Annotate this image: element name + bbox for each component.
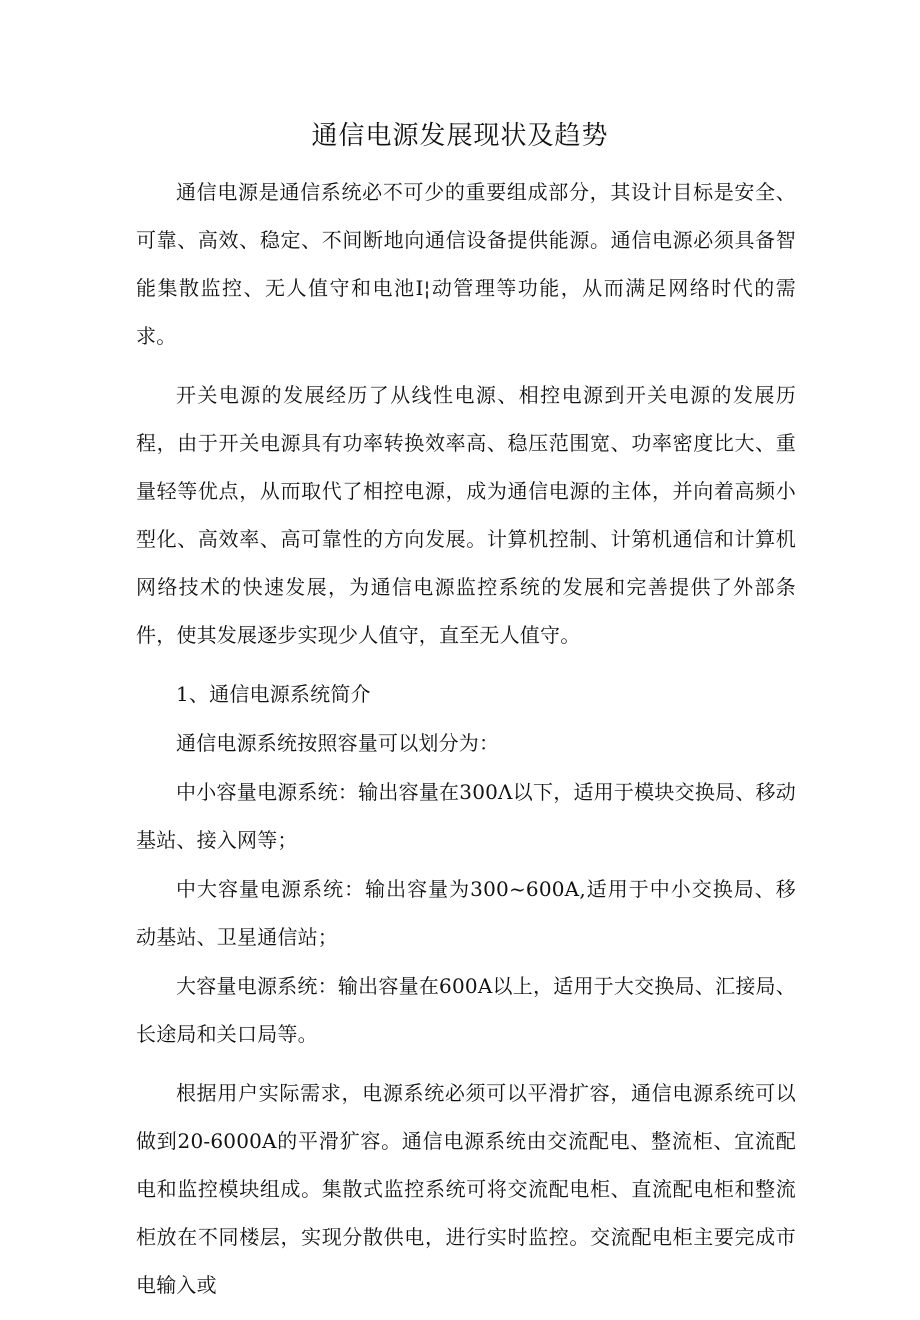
capacity-item-large: 大容量电源系统：输出容量在600A以上，适用于大交换局、汇接局、长途局和关口局等。 (136, 974, 796, 1046)
section-intro: 通信电源系统按照容量可以划分为： (176, 731, 500, 755)
capacity-item-medium: 中大容量电源系统：输出容量为300~600A,适用于中小交换局、移动基站、卫星通信站； (136, 877, 796, 949)
capacity-item-small: 中小容量电源系统：输出容量在300Λ以下，适用于模块交换局、移动基站、接入网等； (136, 780, 796, 852)
paragraph-development: 开关电源的发展经历了从线性电源、相控电源到开关电源的发展历程，由于开关电源具有功率转换效率高、稳压范围宽、功率密度比大、重量轻等优点，从而取代了相控电源，成为通信电源的主体，并向着高频小型化、高效率、高可靠性的方向发展。计算机控制、计第机通信和计算机网络技术的快速发展，为通信电源监控系统的发展和完善提供了外部条件，使其发展逐步实现少人值守，直至无人值守。 (136, 383, 796, 647)
page-title: 通信电源发展现状及趋势 (311, 121, 609, 151)
paragraph-intro: 通信电源是通信系统必不可少的重要组成部分，其设计目标是安全、可靠、高效、稳定、不间断地向通信设备提供能源。通信电源必须具备智能集散监控、无人值守和电池I¦动管理等功能，从而满足网络时代的需求。 (136, 180, 796, 348)
document-body (136, 168, 796, 1320)
paragraph-closing: 根据用户实际需求，电源系统必须可以平滑扩容，通信电源系统可以做到20-6000A的平滑犷容。通信电源系统由交流配电、整流柜、宜流配电和监控模块组成。集散式监控系统可将交流配电柜、直流配电柜和整流柜放在不同楼层，实现分散供电，进行实时监控。交流配电柜主要完成市电输入或 (136, 1081, 796, 1297)
section-heading: 1、通信电源系统简介 (176, 682, 371, 706)
